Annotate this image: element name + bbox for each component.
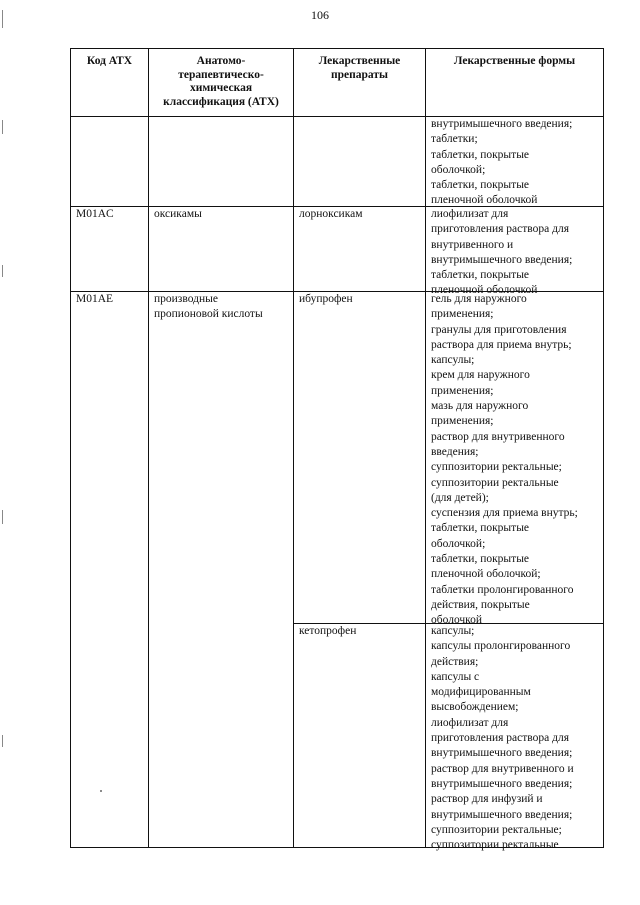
scan-margin-mark: [2, 120, 3, 134]
row-4-drug: кетопрофен: [299, 625, 357, 637]
row-2-drug: лорноксикам: [299, 208, 363, 220]
scan-margin-mark: [2, 265, 3, 277]
row-2-code: M01AC: [76, 208, 114, 220]
row-1-forms: внутримышечного введения; таблетки; таблетки, покрытые оболочкой; таблетки, покрытые пленочной оболочкой: [431, 118, 573, 207]
row-3-drug: ибупрофен: [299, 293, 353, 305]
page-number: 106: [311, 8, 329, 22]
header-drugs: Лекарственные препараты: [318, 55, 401, 81]
header-classification: Анатомо- терапевтическо- химическая классификация (АТХ): [163, 55, 279, 108]
scan-margin-mark: [2, 735, 3, 747]
row-3-forms: гель для наружного применения; гранулы для приготовления раствора для приема внутрь; капсулы; крем для наружного применения; мазь для наружного применения; раствор для внутривенного введения; суппозитории ректальные; суппозитории ректальные (для детей); суспензия для приема внутрь; таблетки, покрытые оболочкой; таблетки, покрытые пленочной оболочкой; таблетки пролонгированного действия, покрытые оболочкой: [431, 293, 578, 627]
scan-margin-mark: [2, 510, 3, 524]
drug-table: [70, 48, 604, 852]
row-2-classification: оксикамы: [154, 208, 202, 220]
row-4-forms: капсулы; капсулы пролонгированного действия; капсулы с модифицированным высвобождением; лиофилизат для приготовления раствора для внутримышечного введения; раствор для внутривенного и внутримышечного введения; раствор для инфузий и внутримышечного введения; суппозитории ректальные; суппозитории ректальные: [431, 625, 574, 852]
header-forms: Лекарственные формы: [453, 55, 576, 67]
header-code: Код АТХ: [86, 55, 133, 67]
row-3-code: M01AE: [76, 293, 114, 305]
scan-margin-mark: [2, 10, 3, 28]
row-2-forms: лиофилизат для приготовления раствора для внутривенного и внутримышечного введения; таблетки, покрытые пленочной оболочкой: [431, 208, 573, 297]
row-3-classification: производные пропионовой кислоты: [154, 293, 263, 321]
